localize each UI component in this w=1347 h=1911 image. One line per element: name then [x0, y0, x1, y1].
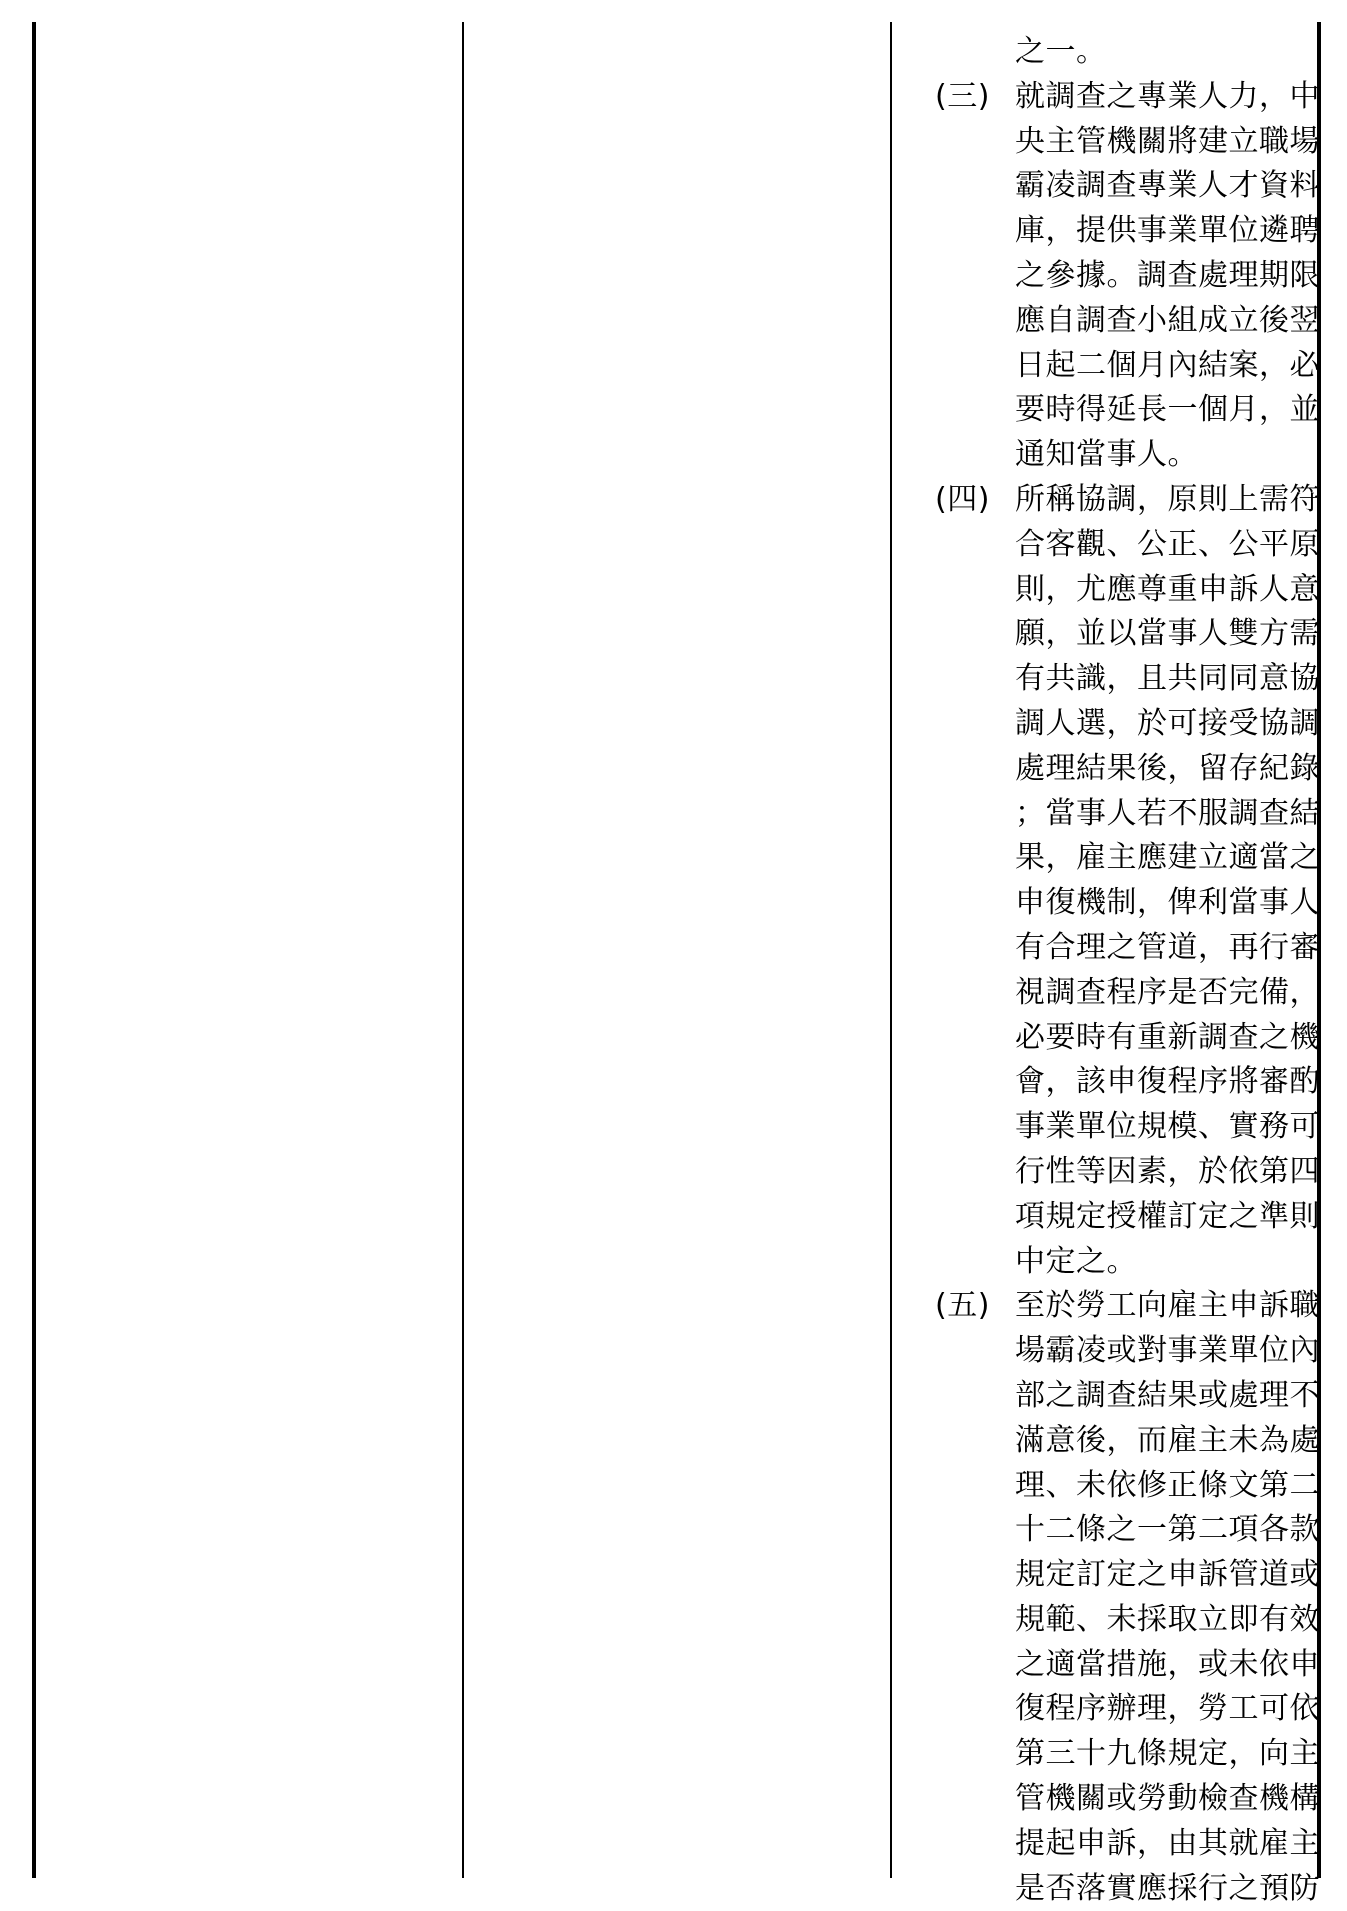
item-text: 至於勞工向雇主申訴職	[1015, 1288, 1320, 1324]
text-line	[925, 1464, 1320, 1509]
item-marker: (五)	[935, 1288, 990, 1324]
item-text: 要時得延長一個月，並	[1015, 392, 1320, 428]
item-text: 項規定授權訂定之準則	[1015, 1198, 1320, 1234]
text-line	[925, 1060, 1320, 1105]
item-text: 必要時有重新調查之機	[1015, 1019, 1320, 1055]
text-line	[925, 344, 1320, 389]
text-line	[925, 1553, 1320, 1598]
item-text: 果，雇主應建立適當之	[1015, 840, 1320, 876]
list-item	[925, 75, 1320, 478]
text-line	[925, 1777, 1320, 1822]
text-line	[925, 881, 1320, 926]
item-text: 有共識，且共同同意協	[1015, 661, 1320, 697]
text-line	[925, 1598, 1320, 1643]
item-text: 願，並以當事人雙方需	[1015, 616, 1320, 652]
item-text: 處理結果後，留存紀錄	[1015, 750, 1320, 786]
text-line	[925, 1240, 1305, 1285]
text-line	[925, 836, 1320, 881]
text-line	[925, 388, 1320, 433]
text-line	[925, 747, 1320, 792]
item-text: 中定之。	[1015, 1243, 1137, 1279]
text-line	[925, 1732, 1320, 1777]
text-line	[925, 478, 1320, 523]
item-text: 會，該申復程序將審酌	[1015, 1064, 1320, 1100]
text-line	[925, 702, 1320, 747]
text-line	[925, 1643, 1320, 1688]
item-text: 就調查之專業人力，中	[1015, 78, 1320, 114]
item-text: 之參據。調查處理期限	[1015, 257, 1320, 293]
item-text: 所稱協調，原則上需符	[1015, 481, 1320, 517]
item-text: 十二條之一第二項各款	[1015, 1512, 1320, 1548]
item-text: 場霸凌或對事業單位內	[1015, 1333, 1320, 1369]
text-line	[925, 164, 1320, 209]
text-line	[925, 1329, 1320, 1374]
item-text: 霸凌調查專業人才資料	[1015, 168, 1320, 204]
text-line	[925, 30, 1305, 75]
item-text: 管機關或勞動檢查機構	[1015, 1781, 1320, 1817]
item-text: 有合理之管道，再行審	[1015, 929, 1320, 965]
item-text: 理、未依修正條文第二	[1015, 1467, 1320, 1503]
item-text: 事業單位規模、實務可	[1015, 1109, 1320, 1145]
item-text: 部之調查結果或處理不	[1015, 1377, 1320, 1413]
text-line	[925, 1016, 1320, 1061]
text-line	[925, 1822, 1320, 1867]
text-line	[925, 1374, 1320, 1419]
item-text: 庫，提供事業單位遴聘	[1015, 213, 1320, 249]
item-text: 日起二個月內結案，必	[1015, 347, 1320, 383]
item-text: 復程序辦理，勞工可依	[1015, 1691, 1320, 1727]
text-line	[925, 1687, 1320, 1732]
item-text: 視調查程序是否完備，	[1015, 974, 1320, 1010]
item-text: 之適當措施，或未依申	[1015, 1646, 1320, 1682]
text-line	[925, 433, 1305, 478]
text-line	[925, 612, 1320, 657]
list-item	[925, 478, 1320, 1284]
text-line	[925, 1508, 1320, 1553]
item-text: 行性等因素，於依第四	[1015, 1153, 1320, 1189]
item-text: 通知當事人。	[1015, 437, 1198, 473]
text-line	[925, 1105, 1320, 1150]
item-text: 調人選，於可接受協調	[1015, 705, 1320, 741]
item-text: 是否落實應採行之預防	[1015, 1870, 1320, 1906]
text-line	[925, 299, 1320, 344]
list-item	[925, 30, 1305, 75]
item-marker: (四)	[935, 481, 990, 517]
item-text: 之一。	[1015, 34, 1107, 69]
text-line	[925, 1195, 1320, 1240]
text-line	[925, 1867, 1320, 1911]
text-line	[925, 75, 1320, 120]
table-border-left	[32, 22, 36, 1878]
explanation-column	[925, 30, 1320, 1911]
table-divider-2	[890, 22, 892, 1878]
item-text: 申復機制，俾利當事人	[1015, 885, 1320, 921]
text-line	[925, 209, 1320, 254]
text-line	[925, 971, 1320, 1016]
text-line	[925, 523, 1320, 568]
text-line	[925, 657, 1320, 702]
item-text: 合客觀、公正、公平原	[1015, 526, 1320, 562]
item-text: 滿意後，而雇主未為處	[1015, 1422, 1320, 1458]
text-line	[925, 1419, 1320, 1464]
text-line	[925, 568, 1320, 613]
text-line	[925, 1150, 1320, 1195]
text-line	[925, 1284, 1320, 1329]
item-text: 規定訂定之申訴管道或	[1015, 1557, 1320, 1593]
item-text: 則，尤應尊重申訴人意	[1015, 571, 1320, 607]
item-text: 應自調查小組成立後翌	[1015, 302, 1320, 338]
item-text: 央主管機關將建立職場	[1015, 123, 1320, 159]
item-text: 提起申訴，由其就雇主	[1015, 1825, 1320, 1861]
item-text: ；當事人若不服調查結	[1015, 795, 1320, 831]
text-line	[925, 792, 1320, 837]
text-line	[925, 120, 1320, 165]
text-line	[925, 254, 1320, 299]
item-text: 規範、未採取立即有效	[1015, 1601, 1320, 1637]
item-marker: (三)	[935, 78, 990, 114]
table-divider-1	[462, 22, 464, 1878]
text-line	[925, 926, 1320, 971]
list-item	[925, 1284, 1320, 1911]
item-text: 第三十九條規定，向主	[1015, 1736, 1320, 1772]
